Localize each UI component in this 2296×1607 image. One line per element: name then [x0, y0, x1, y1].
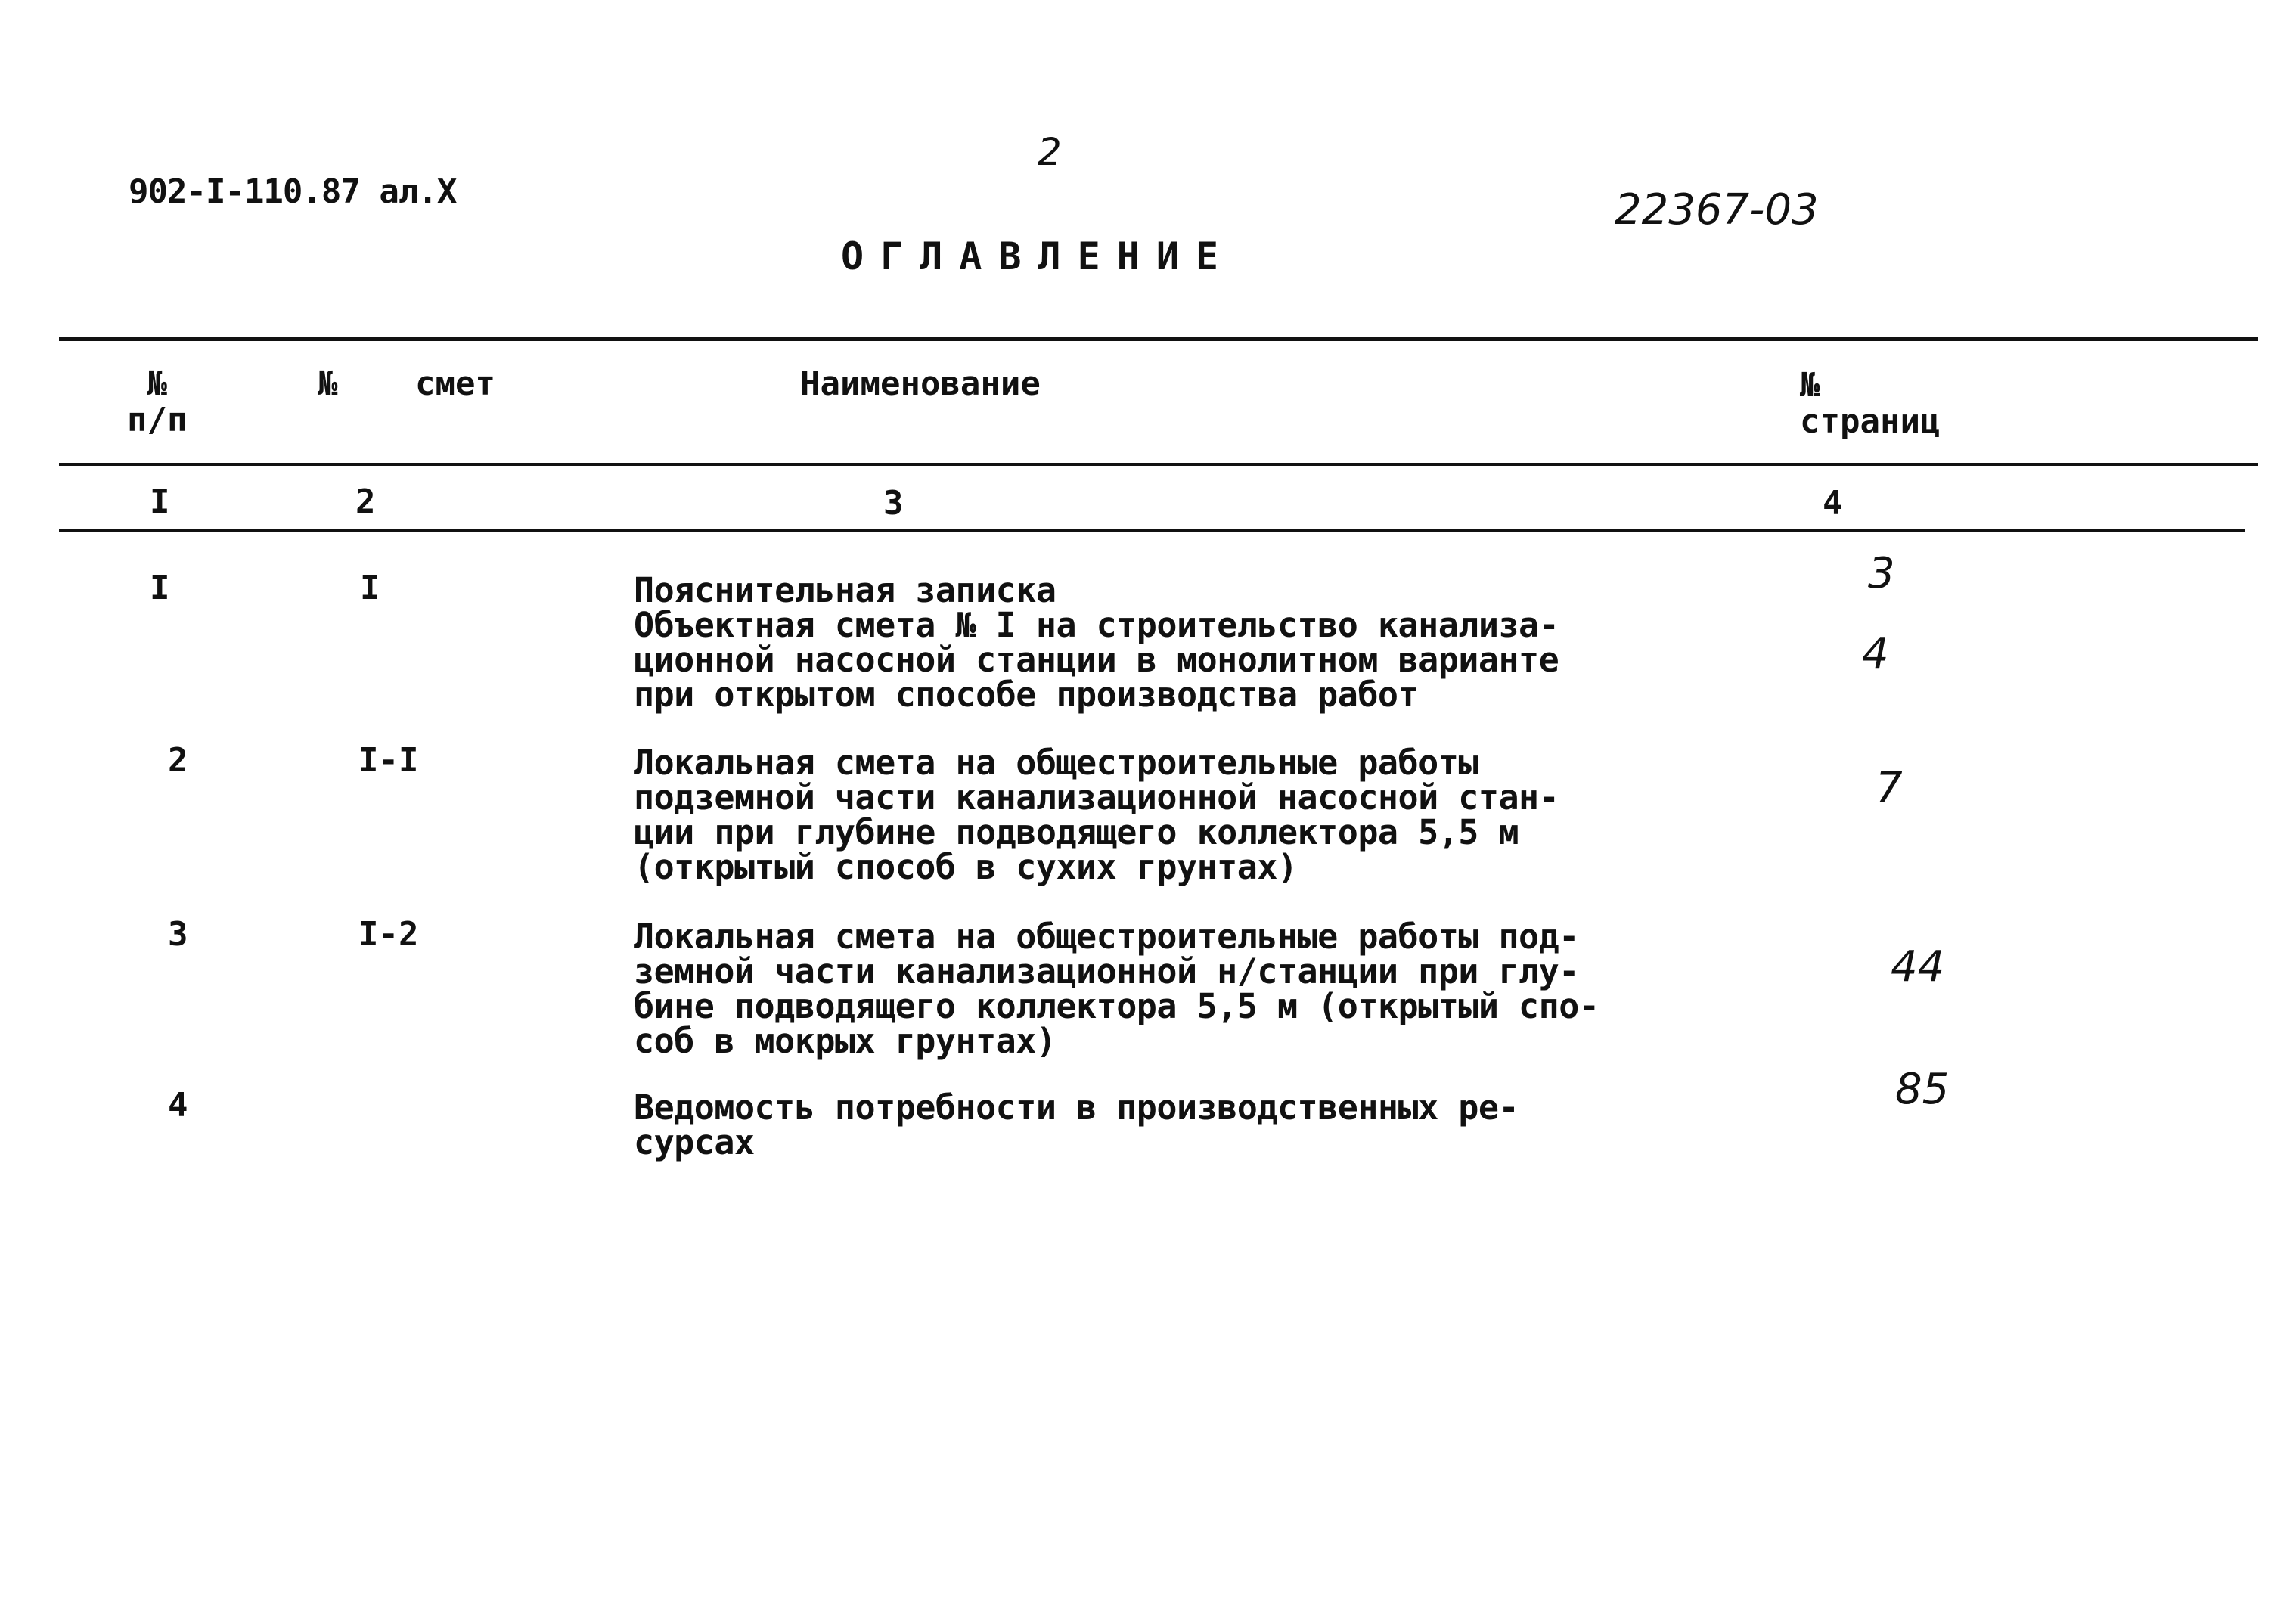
- row-1-description: [634, 570, 1559, 715]
- column-number-1: I: [150, 482, 170, 521]
- page-number: 2: [1038, 130, 1062, 174]
- row-2-page: 7: [1876, 764, 1903, 813]
- header-estimate-sign: №: [318, 365, 338, 403]
- row-1-estimate: I: [360, 569, 380, 607]
- page-title: ОГЛАВЛЕНИЕ: [841, 234, 1236, 278]
- row-1-line-2: Объектная смета № I на строительство канализа-: [634, 605, 1559, 645]
- row-3-line-2: земной части канализационной н/станции при глу-: [634, 951, 1579, 991]
- column-number-3: 3: [883, 484, 904, 523]
- row-3-page: 44: [1891, 942, 1945, 991]
- row-4-line-2: сурсах: [634, 1122, 755, 1162]
- row-2-line-1: Локальная смета на общестроительные работы: [634, 743, 1478, 783]
- row-4-number: 4: [168, 1086, 188, 1125]
- row-3-description: [634, 917, 1599, 1061]
- row-1-line-1: Пояснительная записка: [634, 570, 1056, 610]
- row-1-line-4: при открытом способе производства работ: [634, 675, 1419, 715]
- row-3-line-1: Локальная смета на общестроительные работы под-: [634, 917, 1579, 957]
- row-3-number: 3: [168, 915, 188, 954]
- header-name-label: Наименование: [800, 365, 1041, 403]
- header-row-number-sign: №: [147, 365, 167, 403]
- row-2-description: [634, 743, 1559, 887]
- row-1-number: I: [150, 569, 170, 607]
- header-name: [800, 366, 1041, 402]
- row-3-line-3: бине подводящего коллектора 5,5 м (открытый спо-: [634, 986, 1599, 1026]
- column-numbers-rule: [59, 529, 2245, 532]
- header-pages-label: страниц: [1800, 402, 1941, 441]
- row-4-page: 85: [1895, 1065, 1950, 1114]
- header-row-number: [127, 366, 187, 439]
- document-number: 22367-03: [1615, 185, 1819, 234]
- row-2-line-2: подземной части канализационной насосной стан-: [634, 777, 1559, 817]
- row-4-line-1: Ведомость потребности в производственных ре-: [634, 1087, 1519, 1128]
- header-pages: [1800, 368, 1940, 440]
- header-row-number-label: п/п: [127, 401, 188, 439]
- row-1-page-b: 4: [1862, 629, 1889, 678]
- row-1-line-3: ционной насосной станции в монолитном варианте: [634, 640, 1559, 680]
- header-bottom-rule: [59, 463, 2258, 466]
- column-number-4: 4: [1823, 484, 1843, 523]
- row-1-page-a: 3: [1868, 549, 1895, 598]
- row-2-line-4: (открытый способ в сухих грунтах): [634, 847, 1298, 887]
- row-2-line-3: ции при глубине подводящего коллектора 5,5 м: [634, 812, 1519, 852]
- column-number-2: 2: [355, 482, 376, 521]
- table-top-rule: [59, 337, 2258, 341]
- series-code: 902-I-110.87 ал.X: [129, 172, 457, 211]
- row-3-line-4: соб в мокрых грунтах): [634, 1021, 1056, 1061]
- header-estimate-label: смет: [415, 365, 495, 403]
- row-4-description: [634, 1087, 1519, 1162]
- header-pages-sign: №: [1800, 366, 1820, 405]
- row-3-estimate: I-2: [358, 915, 419, 954]
- row-2-estimate: I-I: [358, 741, 419, 780]
- header-estimate-number: [318, 366, 495, 402]
- row-2-number: 2: [168, 741, 188, 780]
